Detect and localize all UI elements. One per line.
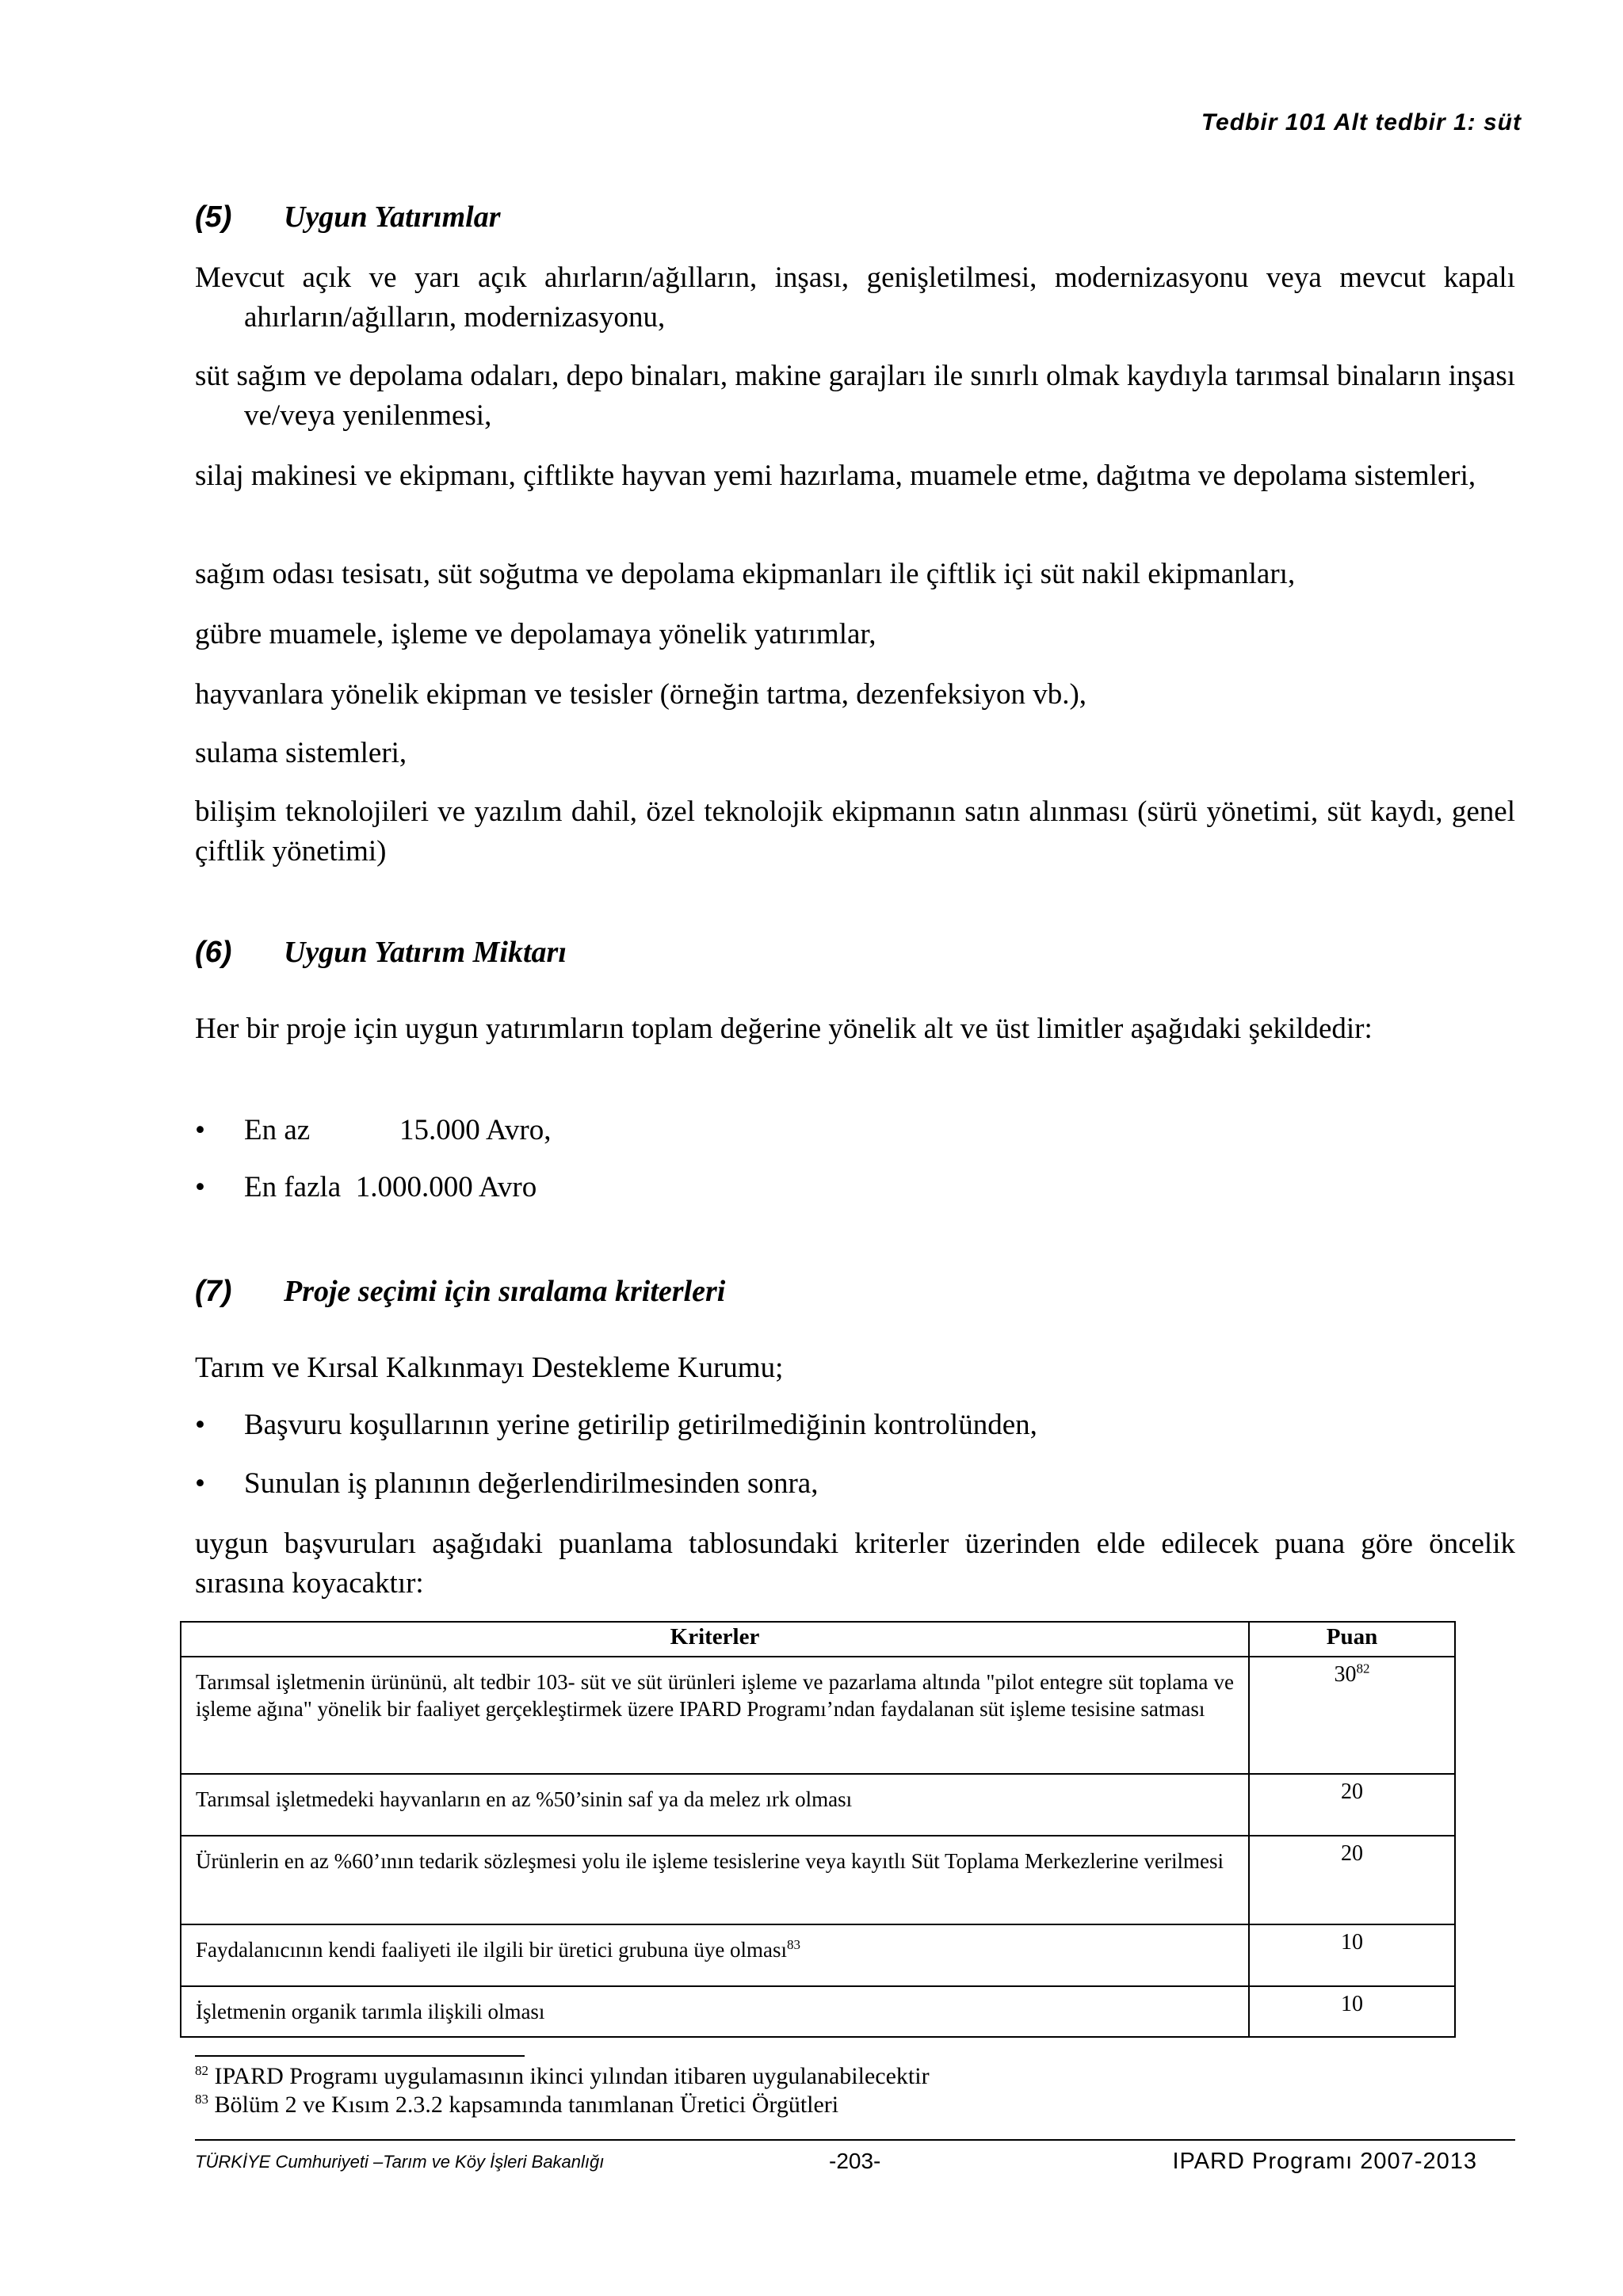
points-cell: [1249, 1924, 1455, 1986]
section-6-number: (6): [195, 936, 232, 969]
section-5-item: silaj makinesi ve ekipmanı, çiftlikte hayvan yemi hazırlama, muamele etme, dağıtma ve depolama sistemleri,: [195, 460, 1476, 492]
table-row: [181, 1836, 1455, 1924]
section-7-bullet: [195, 1405, 1037, 1445]
section-6-title: Uygun Yatırım Miktarı: [284, 936, 567, 969]
points-column-header: Puan: [1249, 1622, 1455, 1657]
points-value: 10: [1341, 1992, 1363, 2016]
section-5-number: (5): [195, 200, 232, 234]
criteria-column-header: Kriterler: [181, 1622, 1249, 1657]
section-7-heading: [195, 1274, 725, 1309]
criteria-text: Tarımsal işletmenin ürününü, alt tedbir 103- süt ve süt ürünleri işleme ve pazarlama altında "pilot entegre süt toplama ve işleme ağına" yönelik bir faaliyet gerçekleştirmek üzere IPARD Programı’ndan faydalanan süt işleme tesisine satması: [196, 1670, 1234, 1721]
points-value: 20: [1341, 1779, 1363, 1804]
table-row: [181, 1986, 1455, 2037]
points-value: 10: [1341, 1930, 1363, 1955]
criteria-text: Ürünlerin en az %60’ının tedarik sözleşmesi yolu ile işleme tesislerine veya kayıtlı Süt Toplama Merkezlerine verilmesi: [196, 1849, 1224, 1873]
footer-rule: [195, 2139, 1515, 2141]
table-row: [181, 1774, 1455, 1836]
section-5-item: gübre muamele, işleme ve depolamaya yönelik yatırımlar,: [195, 618, 876, 650]
section-5-heading: [195, 200, 500, 235]
section-7-number: (7): [195, 1275, 232, 1308]
footnote-ref: 82: [1356, 1661, 1370, 1676]
footnote-mark: 82: [195, 2063, 208, 2078]
table-header-row: [181, 1622, 1455, 1657]
footer-program: IPARD Programı 2007-2013: [1172, 2149, 1477, 2174]
section-6-intro: Her bir proje için uygun yatırımların toplam değerine yönelik alt ve üst limitler aşağıdaki şekildedir:: [195, 1013, 1373, 1045]
footnote: [195, 2063, 930, 2090]
criteria-text: Tarımsal işletmedeki hayvanların en az %50’sinin saf ya da melez ırk olması: [196, 1787, 853, 1811]
criteria-cell: [181, 1924, 1249, 1986]
bullet-icon: •: [195, 1114, 205, 1146]
section-7-outro: uygun başvuruları aşağıdaki puanlama tablosundaki kriterler üzerinden elde edilecek puana göre öncelik sırasına koyacaktır:: [195, 1527, 1515, 1600]
section-5-item: bilişim teknolojileri ve yazılım dahil, özel teknolojik ekipmanın satın alınması (sürü yönetimi, süt kaydı, genel çiftlik yönetimi): [195, 795, 1515, 868]
bullet-icon: •: [195, 1409, 205, 1441]
limit-min-label: En az: [244, 1114, 311, 1146]
footnote-ref: 83: [787, 1937, 801, 1952]
footer-ministry: TÜRKİYE Cumhuriyeti –Tarım ve Köy İşleri Bakanlığı: [195, 2152, 605, 2172]
table-row: [181, 1924, 1455, 1986]
section-7-bullet-text: Başvuru koşullarının yerine getirilip getirilmediğinin kontrolünden,: [244, 1409, 1037, 1441]
criteria-cell: [181, 1986, 1249, 2037]
section-7-intro: Tarım ve Kırsal Kalkınmayı Destekleme Kurumu;: [195, 1352, 784, 1384]
limit-min-value: 15.000 Avro,: [399, 1114, 552, 1146]
bullet-icon: •: [195, 1467, 205, 1500]
criteria-cell: [181, 1836, 1249, 1924]
points-cell: [1249, 1836, 1455, 1924]
points-value: 30: [1334, 1662, 1357, 1687]
footnote: [195, 2092, 838, 2119]
page-number: -203-: [829, 2149, 881, 2173]
section-5-item: sulama sistemleri,: [195, 737, 407, 769]
footnote-text: Bölüm 2 ve Kısım 2.3.2 kapsamında tanımlanan Üretici Örgütleri: [208, 2092, 839, 2118]
limit-min: [195, 1111, 552, 1150]
points-cell: [1249, 1774, 1455, 1836]
footnote-text: IPARD Programı uygulamasının ikinci yılından itibaren uygulanabilecektir: [208, 2063, 930, 2089]
running-title: Tedbir 101 Alt tedbir 1: süt: [1201, 109, 1522, 135]
criteria-text: Faydalanıcının kendi faaliyeti ile ilgili bir üretici grubuna üye olması: [196, 1938, 788, 1962]
limit-max: [195, 1168, 537, 1207]
section-5-item: süt sağım ve depolama odaları, depo binaları, makine garajları ile sınırlı olmak kaydıyla tarımsal binaların inşası ve/veya yenilenmesi,: [195, 360, 1515, 432]
criteria-text: İşletmenin organik tarımla ilişkili olması: [196, 2000, 545, 2023]
section-7-title: Proje seçimi için sıralama kriterleri: [284, 1275, 726, 1308]
criteria-cell: [181, 1774, 1249, 1836]
points-cell: [1249, 1986, 1455, 2037]
section-5-title: Uygun Yatırımlar: [284, 200, 501, 234]
limit-max-label: En fazla: [244, 1171, 342, 1203]
section-5-item: sağım odası tesisatı, süt soğutma ve depolama ekipmanları ile çiftlik içi süt nakil ekipmanları,: [195, 558, 1296, 590]
criteria-cell: [181, 1657, 1249, 1774]
footnote-separator: [195, 2055, 525, 2057]
points-cell: [1249, 1657, 1455, 1774]
points-value: 20: [1341, 1841, 1363, 1866]
scoring-table: [180, 1621, 1456, 2038]
section-5-item: hayvanlara yönelik ekipman ve tesisler (örneğin tartma, dezenfeksiyon vb.),: [195, 678, 1087, 711]
section-6-heading: [195, 935, 567, 970]
section-7-bullet: [195, 1464, 818, 1504]
footnote-mark: 83: [195, 2092, 208, 2107]
section-5-item: Mevcut açık ve yarı açık ahırların/ağılların, inşası, genişletilmesi, modernizasyonu veya mevcut kapalı ahırların/ağılların, modernizasyonu,: [195, 261, 1515, 334]
limit-max-value: 1.000.000 Avro: [355, 1171, 537, 1203]
section-7-bullet-text: Sunulan iş planının değerlendirilmesinden sonra,: [244, 1467, 819, 1500]
table-row: [181, 1657, 1455, 1774]
bullet-icon: •: [195, 1171, 205, 1203]
